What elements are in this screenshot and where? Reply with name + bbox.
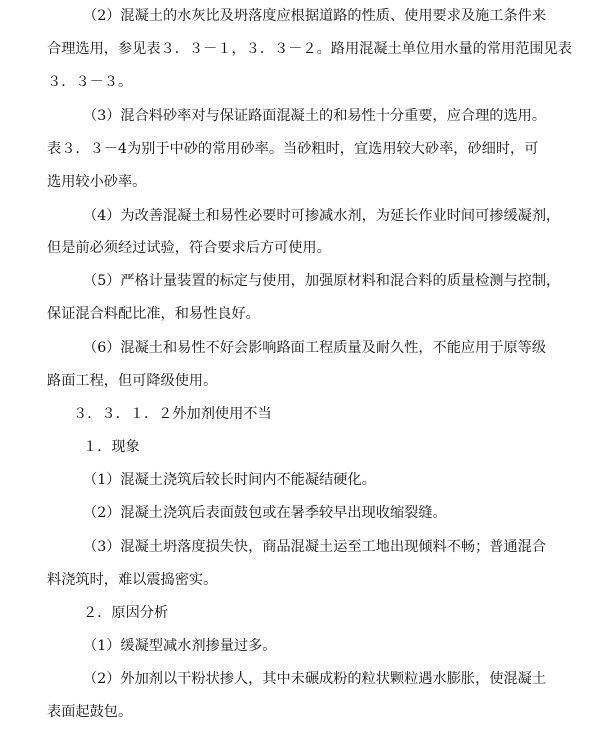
- phenomenon-3-line-1: （3）混凝土坍落度损失快，商品混凝土运至工地出现倾料不畅；普通混合: [83, 539, 547, 555]
- paragraph-2-line-1: （2）混凝土的水灰比及坍落度应根据道路的性质、使用要求及施工条件来: [83, 8, 547, 24]
- subsection-heading-causes: ２．原因分析: [83, 605, 169, 621]
- subsection-heading-phenomena: １．现象: [83, 439, 140, 455]
- paragraph-3-line-2: 表３．３－4为别于中砂的常用砂率。当砂粗时，宜选用较大砂率，砂细时，可: [47, 141, 539, 157]
- phenomenon-2: （2）混凝土浇筑后表面鼓包或在暑季较早出现收缩裂缝。: [83, 505, 447, 521]
- phenomenon-1: （1）混凝土浇筑后较长时间内不能凝结硬化。: [83, 472, 376, 488]
- paragraph-4-line-2: 但是前必须经过试验，符合要求后方可使用。: [47, 240, 331, 256]
- section-heading: ３．３．１．２外加剂使用不当: [73, 406, 272, 422]
- phenomenon-3-line-2: 料浇筑时，难以震捣密实。: [47, 572, 218, 588]
- paragraph-6-line-2: 路面工程，但可降级使用。: [47, 373, 218, 389]
- paragraph-2-line-2: 合理选用，参见表３．３－１，３．３－２。路用混凝土单位用水量的常用范围见表: [47, 41, 572, 57]
- cause-2-line-1: （2）外加剂以干粉状掺人，其中未碾成粉的粒状颗粒遇水膨胀，使混凝土: [83, 671, 547, 687]
- paragraph-3-line-1: （3）混合料砂率对与保证路面混凝土的和易性十分重要，应合理的选用。: [83, 108, 547, 124]
- paragraph-5-line-1: （5）严格计量装置的标定与使用，加强原材料和混合料的质量检测与控制，: [83, 273, 561, 289]
- cause-2-line-2: 表面起鼓包。: [47, 704, 133, 720]
- paragraph-2-line-3: ３．３－３。: [47, 74, 133, 90]
- paragraph-5-line-2: 保证混合料配比准，和易性良好。: [47, 306, 260, 322]
- paragraph-6-line-1: （6）混凝土和易性不好会影响路面工程质量及耐久性，不能应用于原等级: [83, 340, 547, 356]
- paragraph-3-line-3: 选用较小砂率。: [47, 174, 147, 190]
- paragraph-4-line-1: （4）为改善混凝土和易性必要时可掺减水剂，为延长作业时间可掺缓凝剂，: [83, 208, 561, 224]
- cause-1: （1）缓凝型减水剂掺量过多。: [83, 638, 277, 654]
